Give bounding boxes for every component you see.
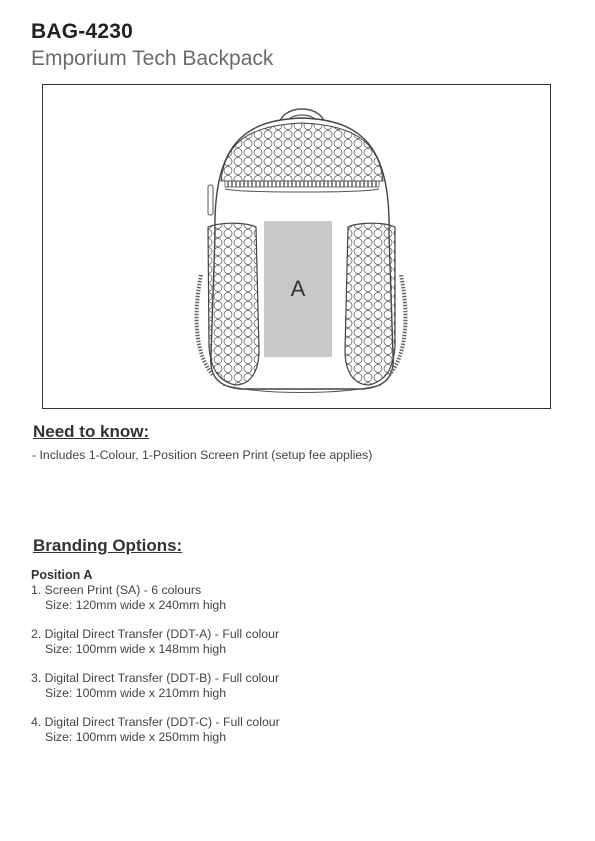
branding-option bbox=[31, 671, 280, 715]
option-size: Size: 120mm wide x 240mm high bbox=[45, 597, 227, 612]
product-name: Emporium Tech Backpack bbox=[31, 47, 274, 70]
branding-option bbox=[31, 715, 280, 759]
right-side-panel bbox=[345, 223, 395, 385]
option-size: Size: 100mm wide x 148mm high bbox=[45, 641, 227, 656]
branding-option bbox=[31, 583, 280, 627]
left-side-panel bbox=[208, 223, 259, 385]
option-method: 1. Screen Print (SA) - 6 colours bbox=[31, 583, 202, 597]
option-method: 4. Digital Direct Transfer (DDT-C) - Full colour bbox=[31, 715, 280, 729]
need-to-know-note: - Includes 1-Colour, 1-Position Screen Print (setup fee applies) bbox=[32, 448, 373, 462]
option-size: Size: 100mm wide x 250mm high bbox=[45, 729, 227, 744]
product-code: BAG-4230 bbox=[31, 20, 133, 43]
position-title: Position A bbox=[31, 568, 93, 582]
option-method: 2. Digital Direct Transfer (DDT-A) - Full colour bbox=[31, 627, 280, 641]
zipper bbox=[225, 181, 379, 187]
branding-options-heading: Branding Options: bbox=[33, 536, 183, 555]
product-image-frame bbox=[42, 84, 551, 409]
print-area-label: A bbox=[290, 276, 306, 301]
option-size: Size: 100mm wide x 210mm high bbox=[45, 685, 227, 700]
branding-options-list bbox=[31, 583, 280, 759]
option-method: 3. Digital Direct Transfer (DDT-B) - Full colour bbox=[31, 671, 280, 685]
need-to-know-heading: Need to know: bbox=[33, 422, 150, 441]
branding-option bbox=[31, 627, 280, 671]
